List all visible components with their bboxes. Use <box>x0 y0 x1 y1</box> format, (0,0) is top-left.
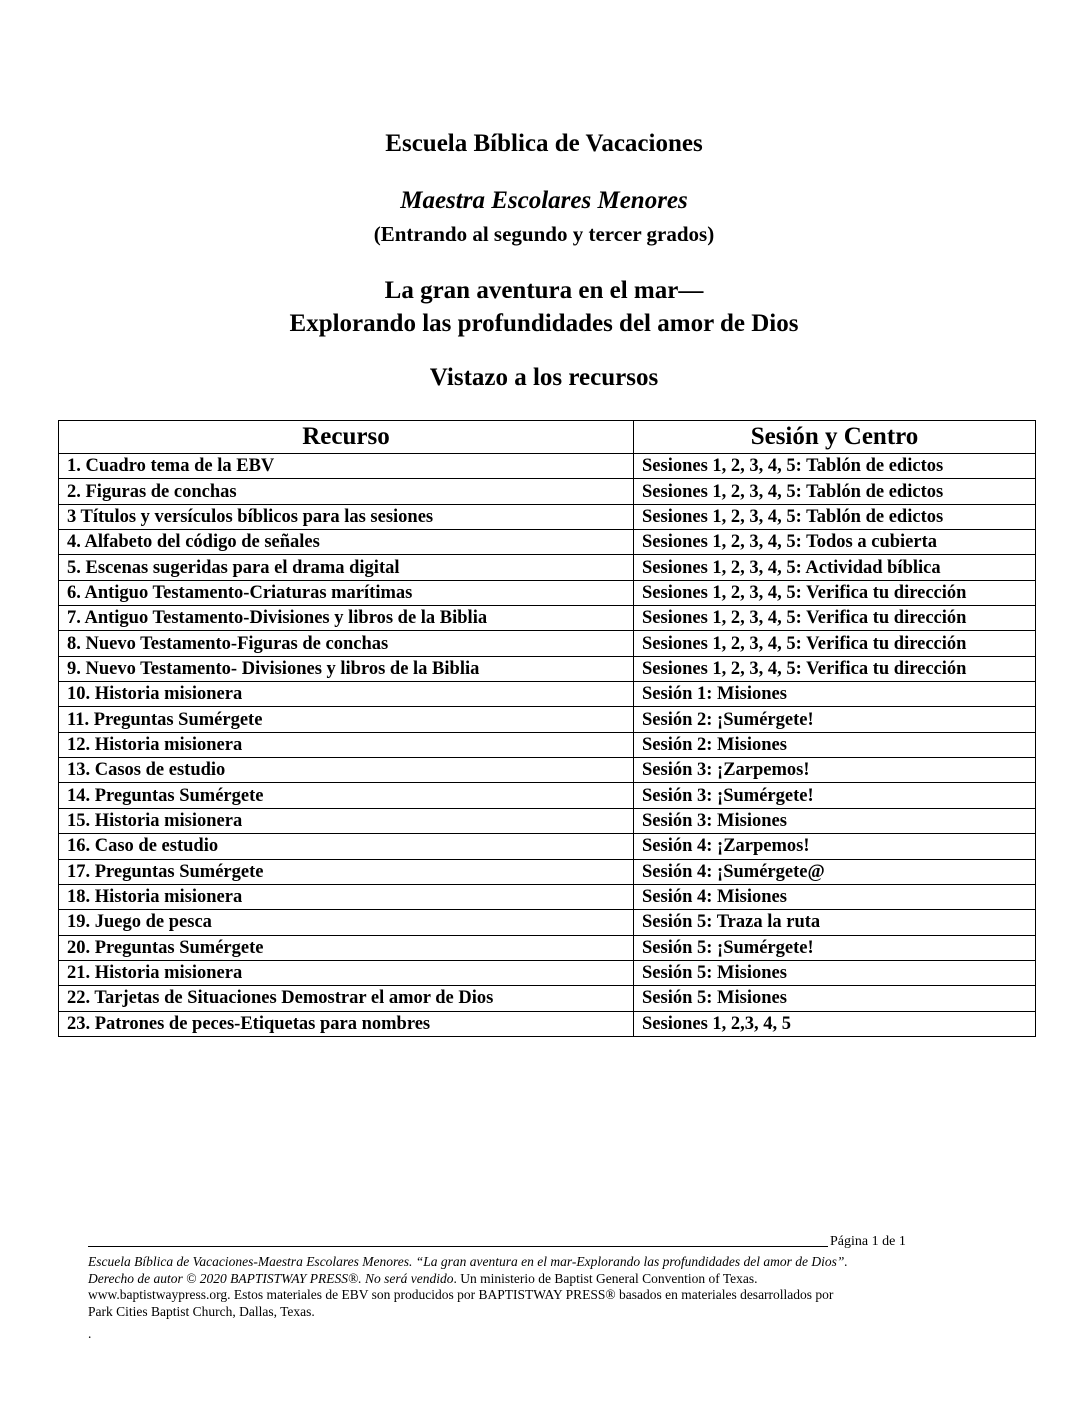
resource-cell: 3 Títulos y versículos bíblicos para las sesiones <box>59 504 634 529</box>
resource-cell: 4. Alfabeto del código de señales <box>59 530 634 555</box>
session-cell: Sesión 5: Misiones <box>634 960 1036 985</box>
resource-cell: 19. Juego de pesca <box>59 910 634 935</box>
session-cell: Sesión 2: Misiones <box>634 732 1036 757</box>
table-row <box>59 808 1036 833</box>
session-cell: Sesión 4: ¡Zarpemos! <box>634 834 1036 859</box>
resource-cell: 15. Historia misionera <box>59 808 634 833</box>
session-cell: Sesiones 1, 2,3, 4, 5 <box>634 1011 1036 1036</box>
session-cell: Sesión 4: ¡Sumérgete@ <box>634 859 1036 884</box>
table-row <box>59 884 1036 909</box>
footer-line: Escuela Bíblica de Vacaciones-Maestra Escolares Menores. “La gran aventura en el mar-Explorando las profundidades del amor de Dios”. <box>88 1254 848 1269</box>
column-header-session: Sesión y Centro <box>634 421 1036 454</box>
session-cell: Sesión 3: Misiones <box>634 808 1036 833</box>
session-cell: Sesiones 1, 2, 3, 4, 5: Tablón de edictos <box>634 479 1036 504</box>
resource-cell: 22. Tarjetas de Situaciones Demostrar el amor de Dios <box>59 986 634 1011</box>
resource-cell: 21. Historia misionera <box>59 960 634 985</box>
resource-cell: 8. Nuevo Testamento-Figuras de conchas <box>59 631 634 656</box>
section-title: Vistazo a los recursos <box>429 364 659 391</box>
session-cell: Sesiones 1, 2, 3, 4, 5: Verifica tu dirección <box>634 656 1036 681</box>
table-row <box>59 656 1036 681</box>
session-cell: Sesión 3: ¡Sumérgete! <box>634 783 1036 808</box>
resource-cell: 17. Preguntas Sumérgete <box>59 859 634 884</box>
table-row <box>59 935 1036 960</box>
session-cell: Sesión 5: Misiones <box>634 986 1036 1011</box>
table-row <box>59 555 1036 580</box>
theme-title-line1: La gran aventura en el mar— <box>384 277 704 304</box>
table-row <box>59 479 1036 504</box>
resource-cell: 6. Antiguo Testamento-Criaturas marítimas <box>59 580 634 605</box>
table-row <box>59 1011 1036 1036</box>
resource-cell: 9. Nuevo Testamento- Divisiones y libros de la Biblia <box>59 656 634 681</box>
session-cell: Sesión 2: ¡Sumérgete! <box>634 707 1036 732</box>
session-cell: Sesiones 1, 2, 3, 4, 5: Verifica tu dirección <box>634 631 1036 656</box>
footer-line <box>88 1271 1008 1288</box>
audience-title: Maestra Escolares Menores <box>400 187 688 214</box>
table-row <box>59 454 1036 479</box>
table-row <box>59 986 1036 1011</box>
session-cell: Sesiones 1, 2, 3, 4, 5: Verifica tu dirección <box>634 580 1036 605</box>
table-row <box>59 859 1036 884</box>
session-cell: Sesión 4: Misiones <box>634 884 1036 909</box>
footer-divider <box>88 1246 828 1247</box>
table-row <box>59 834 1036 859</box>
session-cell: Sesiones 1, 2, 3, 4, 5: Todos a cubierta <box>634 530 1036 555</box>
resource-cell: 13. Casos de estudio <box>59 758 634 783</box>
session-cell: Sesión 1: Misiones <box>634 682 1036 707</box>
footer-dot: . <box>88 1326 92 1341</box>
resource-cell: 5. Escenas sugeridas para el drama digital <box>59 555 634 580</box>
resource-cell: 16. Caso de estudio <box>59 834 634 859</box>
resource-cell: 2. Figuras de conchas <box>59 479 634 504</box>
resource-cell: 23. Patrones de peces-Etiquetas para nombres <box>59 1011 634 1036</box>
resource-cell: 11. Preguntas Sumérgete <box>59 707 634 732</box>
session-cell: Sesiones 1, 2, 3, 4, 5: Tablón de edictos <box>634 504 1036 529</box>
page-number: Página 1 de 1 <box>830 1234 906 1249</box>
session-cell: Sesión 3: ¡Zarpemos! <box>634 758 1036 783</box>
footer-line: www.baptistwaypress.org. Estos materiales de EBV son producidos por BAPTISTWAY PRESS® basados en materiales desarrollados por <box>88 1287 834 1302</box>
session-cell: Sesión 5: ¡Sumérgete! <box>634 935 1036 960</box>
resource-cell: 20. Preguntas Sumérgete <box>59 935 634 960</box>
table-header-row <box>59 421 1036 454</box>
table-row <box>59 732 1036 757</box>
document-title: Escuela Bíblica de Vacaciones <box>385 130 703 157</box>
resource-cell: 1. Cuadro tema de la EBV <box>59 454 634 479</box>
table-row <box>59 504 1036 529</box>
ministry-text: . Un ministerio de Baptist General Convention of Texas. <box>453 1270 758 1286</box>
resource-cell: 18. Historia misionera <box>59 884 634 909</box>
footer-line: Park Cities Baptist Church, Dallas, Texas. <box>88 1303 315 1319</box>
resource-cell: 10. Historia misionera <box>59 682 634 707</box>
table-row <box>59 783 1036 808</box>
audience-subtitle: (Entrando al segundo y tercer grados) <box>373 222 715 246</box>
resource-cell: 12. Historia misionera <box>59 732 634 757</box>
table-body <box>59 454 1036 1037</box>
footer-text <box>88 1254 1008 1320</box>
theme-title-line2: Explorando las profundidades del amor de Dios <box>289 310 799 337</box>
resource-cell: 7. Antiguo Testamento-Divisiones y libros de la Biblia <box>59 606 634 631</box>
table-row <box>59 631 1036 656</box>
table-row <box>59 960 1036 985</box>
resources-table <box>58 420 1036 1037</box>
session-cell: Sesiones 1, 2, 3, 4, 5: Verifica tu dirección <box>634 606 1036 631</box>
column-header-resource: Recurso <box>59 421 634 454</box>
session-cell: Sesiones 1, 2, 3, 4, 5: Actividad bíblica <box>634 555 1036 580</box>
table-row <box>59 910 1036 935</box>
session-cell: Sesión 5: Traza la ruta <box>634 910 1036 935</box>
session-cell: Sesiones 1, 2, 3, 4, 5: Tablón de edictos <box>634 454 1036 479</box>
table-row <box>59 758 1036 783</box>
table-row <box>59 530 1036 555</box>
table-row <box>59 682 1036 707</box>
table-row <box>59 580 1036 605</box>
table-row <box>59 707 1036 732</box>
copyright-text: Derecho de autor © 2020 BAPTISTWAY PRESS®. No será vendido <box>88 1270 454 1286</box>
table-row <box>59 606 1036 631</box>
resource-cell: 14. Preguntas Sumérgete <box>59 783 634 808</box>
